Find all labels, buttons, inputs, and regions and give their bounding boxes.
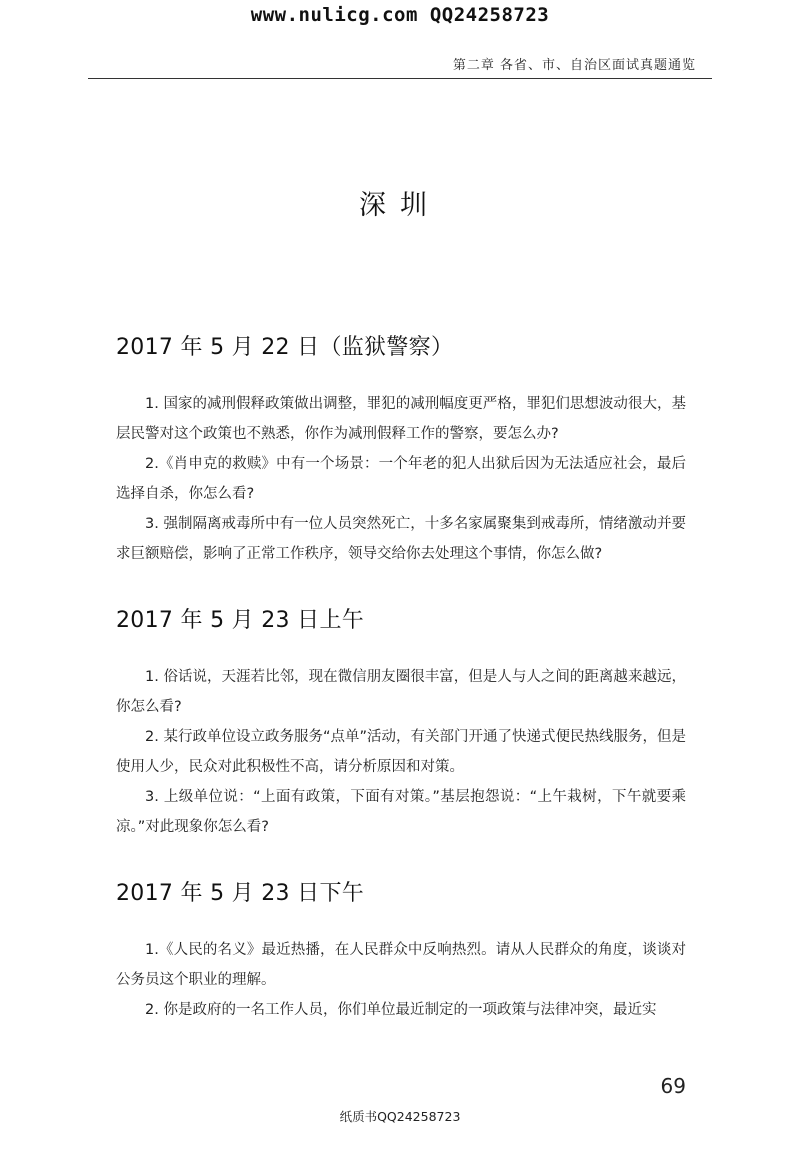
question-item: 2. 你是政府的一名工作人员，你们单位最近制定的一项政策与法律冲突，最近实	[145, 1002, 657, 1018]
header-rule	[88, 78, 712, 79]
question-item: 1. 国家的减刑假释政策做出调整，罪犯的减刑幅度更严格，罪犯们思想波动很大，基层民警对这个政策也不熟悉，你作为减刑假释工作的警察，要怎么办?	[116, 396, 686, 442]
question-item: 1.《人民的名义》最近热播，在人民群众中反响热烈。请从人民群众的角度，谈谈对公务员这个职业的理解。	[116, 942, 686, 988]
section-2017-05-22	[116, 330, 686, 569]
section-heading: 2017 年 5 月 23 日下午	[116, 881, 365, 906]
section-heading: 2017 年 5 月 22 日（监狱警察）	[116, 335, 454, 360]
question-item: 2.《肖申克的救赎》中有一个场景：一个年老的犯人出狱后因为无法适应社会，最后选择自杀，你怎么看?	[116, 456, 686, 502]
question-item: 1. 俗话说，天涯若比邻，现在微信朋友圈很丰富，但是人与人之间的距离越来越远，你怎么看?	[116, 669, 686, 715]
section-2017-05-23-afternoon	[116, 876, 686, 1025]
bottom-watermark: 纸质书QQ24258723	[339, 1109, 461, 1124]
question-item: 2. 某行政单位设立政务服务“点单”活动，有关部门开通了快递式便民热线服务，但是使用人少，民众对此积极性不高，请分析原因和对策。	[116, 729, 686, 775]
top-watermark: www.nulicg.com QQ24258723	[250, 4, 550, 26]
section-heading: 2017 年 5 月 23 日上午	[116, 608, 365, 633]
content-body	[116, 330, 686, 1025]
question-item: 3. 上级单位说：“上面有政策，下面有对策。”基层抱怨说：“上午栽树，下午就要乘凉。”对此现象你怎么看?	[116, 789, 686, 835]
question-item: 3. 强制隔离戒毒所中有一位人员突然死亡，十多名家属聚集到戒毒所，情绪激动并要求巨额赔偿，影响了正常工作秩序，领导交给你去处理这个事情，你怎么做?	[116, 516, 686, 562]
running-header: 第二章 各省、市、自治区面试真题通览	[452, 58, 696, 73]
page-number: 69	[660, 1074, 686, 1098]
chapter-title: 深圳	[359, 190, 441, 221]
section-2017-05-23-morning	[116, 603, 686, 842]
